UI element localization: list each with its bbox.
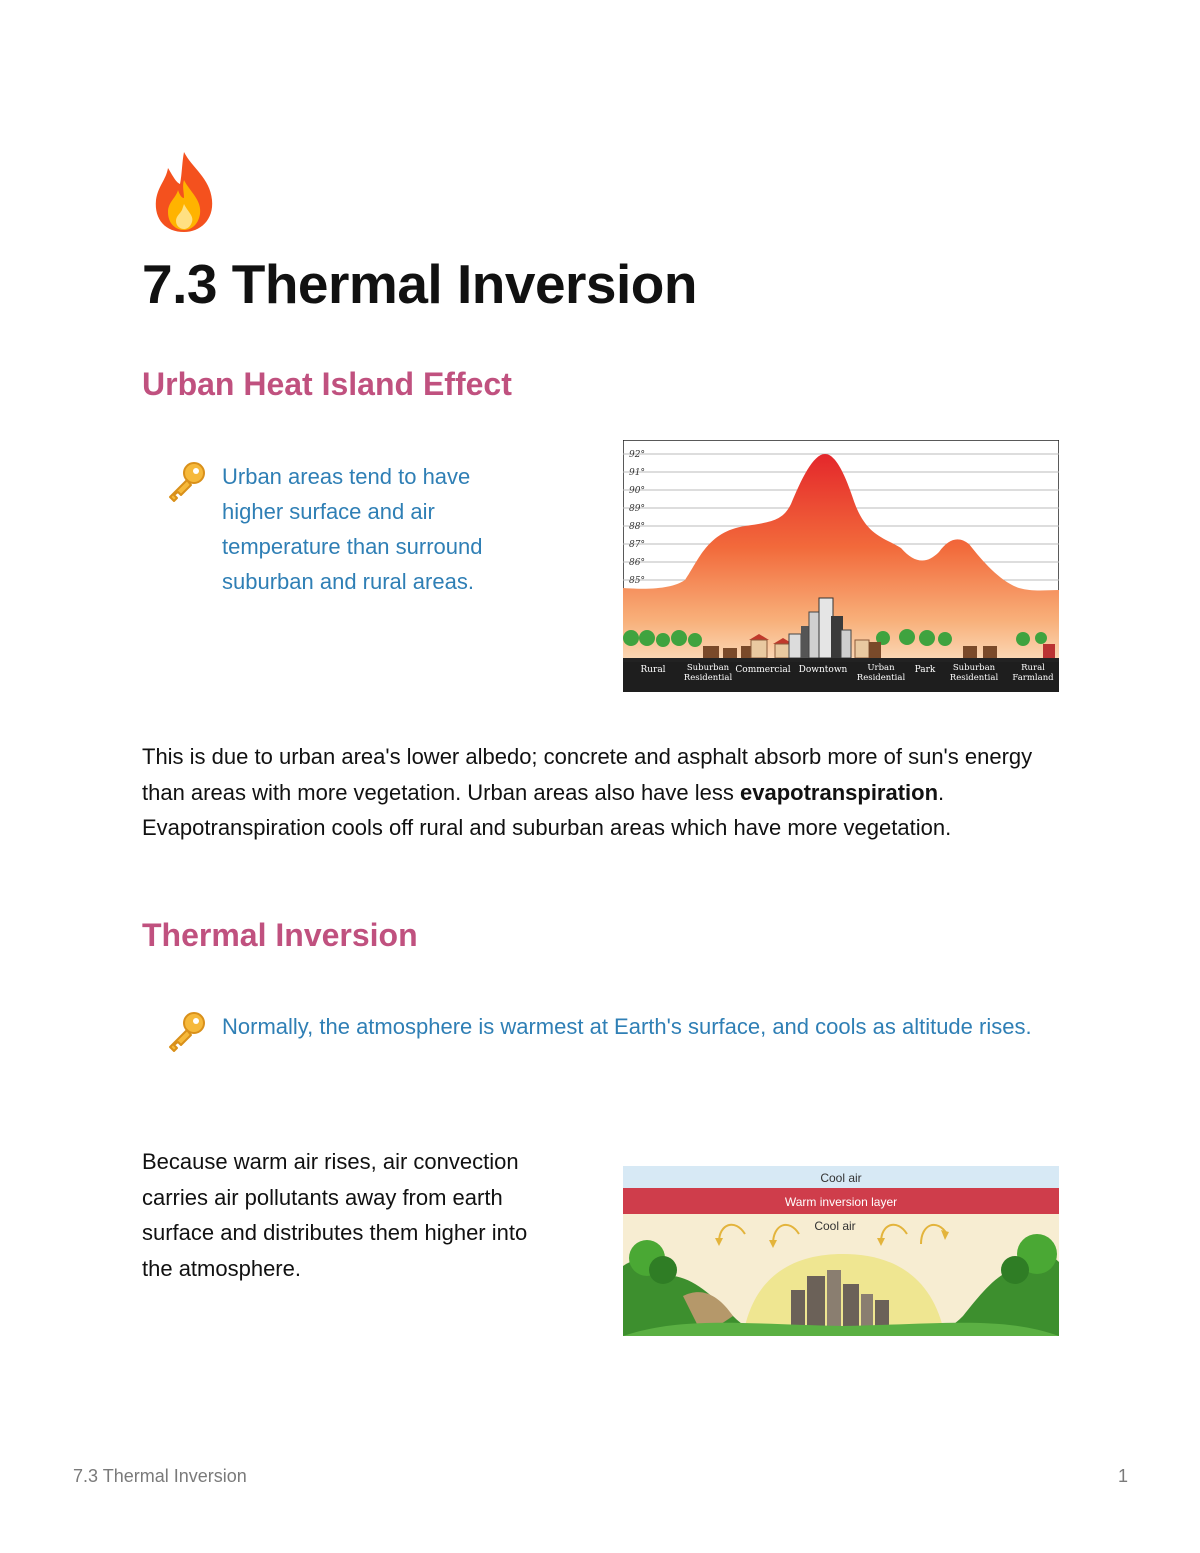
y-tick: 92° bbox=[629, 450, 645, 460]
thermal-inversion-figure bbox=[623, 1166, 1059, 1336]
paragraph-text: . Evapotranspiration cools off rural and suburban areas which have more vegetation. bbox=[142, 779, 952, 840]
page-number: 1 bbox=[1118, 1466, 1129, 1486]
footer-title: 7.3 Thermal Inversion bbox=[73, 1466, 247, 1486]
paragraph-albedo bbox=[142, 739, 1062, 846]
bold-term: evapotranspiration bbox=[740, 779, 939, 805]
region-label: Rural bbox=[640, 665, 666, 675]
section-heading-thermal-inversion: Thermal Inversion bbox=[142, 917, 418, 953]
region-label: Park bbox=[914, 665, 936, 675]
y-tick: 89° bbox=[629, 504, 645, 514]
callout-text: Normally, the atmosphere is warmest at Earth's surface, and cools as altitude rises. bbox=[222, 1014, 1032, 1039]
fire-icon bbox=[146, 150, 222, 234]
page-title: 7.3 Thermal Inversion bbox=[142, 253, 697, 315]
y-tick: 90° bbox=[629, 486, 645, 496]
region-label: Suburban Residential bbox=[949, 663, 999, 683]
region-label: Commercial bbox=[735, 665, 791, 675]
key-icon bbox=[164, 1009, 208, 1053]
y-tick: 87° bbox=[629, 540, 645, 550]
region-label: Suburban Residential bbox=[683, 663, 733, 683]
paragraph-convection: Because warm air rises, air convection carries air pollutants away from earth surface and distributes them higher into the atmosphere. bbox=[142, 1149, 528, 1281]
y-tick: 85° bbox=[629, 576, 645, 586]
paragraph-text: This is due to urban area's lower albedo; concrete and asphalt absorb more of sun's energy than areas with more vegetation. Urban areas also have less bbox=[142, 744, 1033, 805]
region-label: Rural Farmland bbox=[1012, 663, 1054, 683]
region-label: Urban Residential bbox=[856, 663, 906, 683]
callout-text: Urban areas tend to have higher surface and air temperature than surround suburban and rural areas. bbox=[222, 464, 483, 594]
warm-inversion-layer-label: Warm inversion layer bbox=[784, 1195, 898, 1209]
y-tick: 86° bbox=[629, 558, 645, 568]
region-label: Downtown bbox=[798, 665, 848, 675]
section-heading-urban-heat-island: Urban Heat Island Effect bbox=[142, 366, 512, 402]
callout-urban-heat bbox=[164, 459, 524, 599]
y-tick: 91° bbox=[629, 468, 645, 478]
callout-normal-atmosphere bbox=[164, 1009, 1044, 1053]
cool-air-lower-label: Cool air bbox=[814, 1219, 856, 1233]
key-icon bbox=[164, 459, 208, 503]
y-tick: 88° bbox=[629, 522, 645, 532]
cool-air-top-label: Cool air bbox=[820, 1171, 862, 1185]
urban-heat-island-figure bbox=[623, 440, 1059, 692]
